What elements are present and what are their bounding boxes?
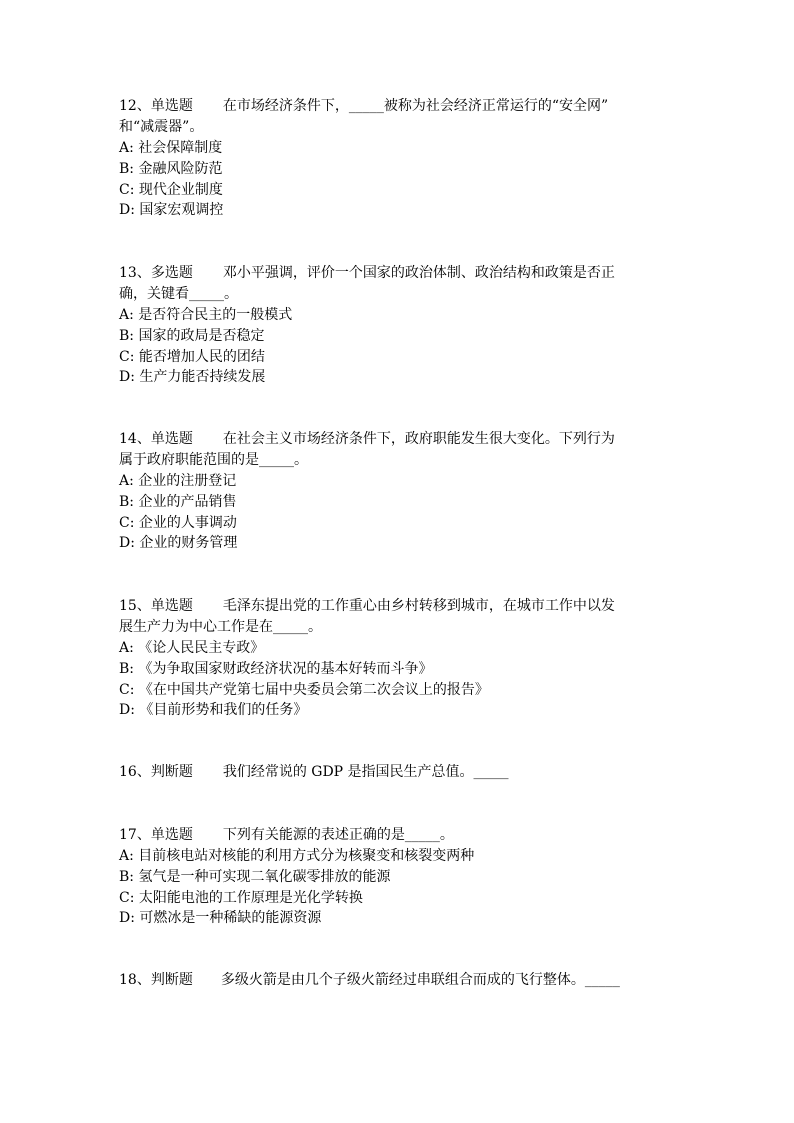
- question-number-type: 13、多选题: [119, 265, 193, 281]
- option-d: D: 企业的财务管理: [119, 535, 238, 552]
- option-d: D: 可燃冰是一种稀缺的能源资源: [119, 910, 322, 927]
- question-text-continued: 和“减震器”。: [119, 119, 204, 135]
- question-text: 多级火箭是由几个子级火箭经过串联组合而成的飞行整体。_____: [220, 972, 620, 988]
- option-a: A: 社会保障制度: [119, 140, 223, 156]
- option-c: C: 现代企业制度: [119, 181, 223, 198]
- option-b: B: 氢气是一种可实现二氧化碳零排放的能源: [119, 868, 391, 885]
- question-18: [119, 970, 679, 991]
- question-stem: [119, 970, 679, 991]
- option-b: B: 金融风险防范: [119, 160, 223, 177]
- option-b: B: 国家的政局是否稳定: [119, 327, 265, 344]
- question-17: [119, 825, 679, 929]
- question-stem: [119, 596, 679, 617]
- question-number-type: 16、判断题: [119, 764, 193, 780]
- option-c: C: 太阳能电池的工作原理是光化学转换: [119, 889, 363, 906]
- question-text-continued: 属于政府职能范围的是_____。: [119, 452, 308, 468]
- question-number-type: 15、单选题: [119, 598, 193, 614]
- question-text-continued: 展生产力为中心工作是在_____。: [119, 619, 322, 635]
- option-d: D: 国家宏观调控: [119, 202, 224, 219]
- question-stem: [119, 825, 679, 846]
- option-c: C: 企业的人事调动: [119, 514, 237, 531]
- question-number-type: 14、单选题: [119, 431, 193, 447]
- question-text-continued: 确，关键看_____。: [119, 286, 238, 302]
- question-14: [119, 429, 679, 554]
- question-text: 我们经常说的 GDP 是指国民生产总值。_____: [222, 764, 509, 780]
- question-number-type: 17、单选题: [119, 827, 193, 843]
- question-12: [119, 96, 679, 221]
- question-stem: [119, 96, 679, 117]
- question-text: 邓小平强调，评价一个国家的政治体制、政治结构和政策是否正: [222, 265, 615, 281]
- option-a: A: 目前核电站对核能的利用方式分为核聚变和核裂变两种: [119, 848, 475, 864]
- option-c: C: 《在中国共产党第七届中央委员会第二次会议上的报告》: [119, 681, 489, 698]
- option-c: C: 能否增加人民的团结: [119, 348, 265, 365]
- question-stem: [119, 762, 679, 783]
- question-13: [119, 263, 679, 388]
- option-b: B: 《为争取国家财政经济状况的基本好转而斗争》: [119, 660, 433, 677]
- question-text: 在社会主义市场经济条件下，政府职能发生很大变化。下列行为: [222, 431, 615, 447]
- option-b: B: 企业的产品销售: [119, 493, 237, 510]
- option-a: A: 是否符合民主的一般模式: [119, 307, 293, 323]
- question-text: 在市场经济条件下，_____被称为社会经济正常运行的“安全网”: [222, 98, 609, 114]
- question-stem: [119, 263, 679, 284]
- question-16: [119, 762, 679, 783]
- question-stem: [119, 429, 679, 450]
- option-a: A: 《论人民民主专政》: [119, 640, 265, 656]
- option-d: D: 《目前形势和我们的任务》: [119, 702, 308, 719]
- question-number-type: 12、单选题: [119, 98, 193, 114]
- option-a: A: 企业的注册登记: [119, 473, 237, 489]
- question-text: 毛泽东提出党的工作重心由乡村转移到城市，在城市工作中以发: [222, 598, 615, 614]
- question-text: 下列有关能源的表述正确的是_____。: [222, 827, 454, 843]
- question-15: [119, 596, 679, 721]
- question-number-type: 18、判断题: [119, 972, 193, 988]
- option-d: D: 生产力能否持续发展: [119, 369, 266, 386]
